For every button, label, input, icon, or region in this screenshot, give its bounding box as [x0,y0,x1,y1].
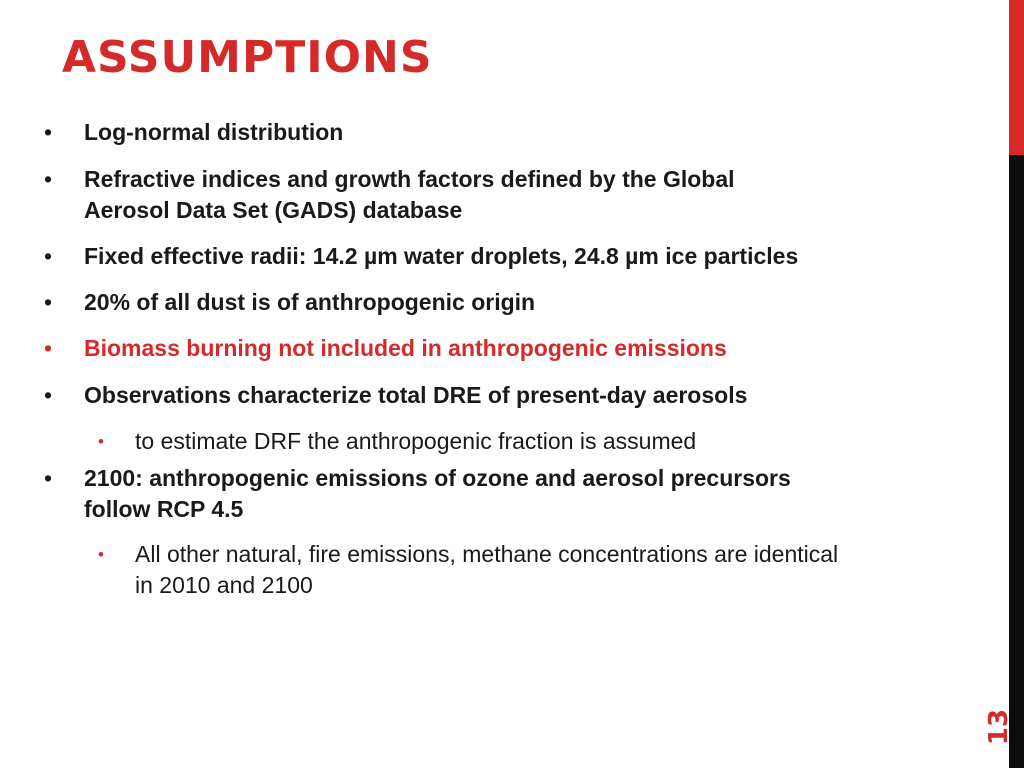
sub-bullet-item [0,539,855,601]
slide-title: ASSUMPTIONS [62,32,433,83]
bullet-text: 20% of all dust is of anthropogenic origin [84,289,536,315]
sub-bullet-marker: • [98,545,104,564]
bullet-marker: • [44,335,53,361]
bullet-text: Biomass burning not included in anthropogenic emissions [84,335,727,361]
bullet-item [0,287,804,318]
bullet-list [0,117,900,601]
sub-bullet-text: All other natural, fire emissions, methane concentrations are identical in 2010 and 2100 [135,541,839,598]
bullet-marker: • [44,119,53,145]
bullet-marker: • [44,382,53,408]
bullet-item [0,241,804,272]
right-accent-bar-red [1009,0,1024,155]
bullet-item [0,463,804,525]
bullet-item [0,117,804,148]
bullet-marker: • [44,465,53,491]
bullet-text: Fixed effective radii: 14.2 µm water droplets, 24.8 µm ice particles [84,243,799,269]
bullet-text: Log-normal distribution [84,119,344,145]
bullet-text: Observations characterize total DRE of present-day aerosols [84,382,748,408]
bullet-marker: • [44,166,53,192]
slide-number: 13 [984,708,1014,746]
right-accent-bar-black [1009,155,1024,768]
bullet-marker: • [44,243,53,269]
bullet-text: 2100: anthropogenic emissions of ozone and aerosol precursors follow RCP 4.5 [84,465,791,522]
bullet-item-highlighted [0,333,804,364]
bullet-item [0,164,804,226]
sub-bullet-item [0,426,855,457]
sub-bullet-marker: • [98,432,104,451]
bullet-item [0,380,804,411]
bullet-marker: • [44,289,53,315]
bullet-text: Refractive indices and growth factors defined by the Global Aerosol Data Set (GADS) database [84,166,735,223]
sub-bullet-text: to estimate DRF the anthropogenic fraction is assumed [135,428,697,454]
